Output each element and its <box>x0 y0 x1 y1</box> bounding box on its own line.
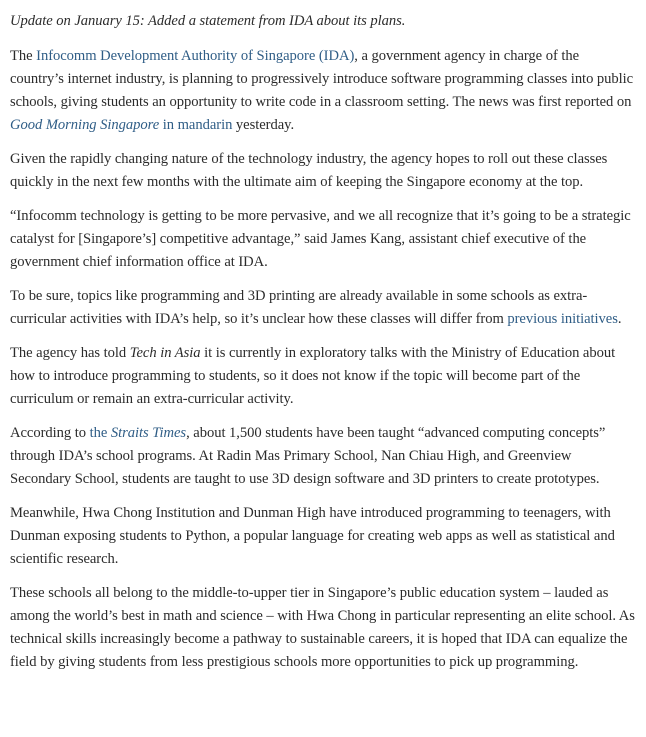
paragraph-rollout <box>10 148 636 194</box>
p1-text-mid: , a government agency in charge of the country’s internet industry, is planning to progressively introduce software programming classes into public schools, giving students an opportunity to write code in a classroom setting. The news was first reported on <box>10 48 634 110</box>
p7-text: Meanwhile, Hwa Chong Institution and Dunman High have introduced programming to teenagers, with Dunman exposing students to Python, a popular language for creating web apps as well as statistical and scientific research. <box>10 505 615 567</box>
p5-text-post: it is currently in exploratory talks with the Ministry of Education about how to introduce programming to students, so it does not know if the topic will become part of the curriculum or remain an extra-curricular activity. <box>10 345 616 407</box>
p6-text-post: , about 1,500 students have been taught “advanced computing concepts” through IDA’s school programs. At Radin Mas Primary School, Nan Chiau High, and Greenview Secondary School, students are taught to use 3D design software and 3D printers to create prototypes. <box>10 425 606 487</box>
p8-text: These schools all belong to the middle-to-upper tier in Singapore’s public education system – lauded as among the world’s best in math and science – with Hwa Chong in particular representing an elite school. As technical skills increasingly become a pathway to sustainable careers, it is hoped that IDA can equalize the field by giving students from less prestigious schools more opportunities to pick up programming. <box>10 585 635 670</box>
p1-text-post: yesterday. <box>232 117 295 133</box>
p4-text-pre: To be sure, topics like programming and 3D printing are already available in some schools as extra-curricular activities with IDA’s help, so it’s unclear how these classes will differ from <box>10 288 588 327</box>
paragraph-straits-times <box>10 422 636 491</box>
paragraph-hwa-chong-dunman <box>10 502 636 571</box>
tech-in-asia-title: Tech in Asia <box>129 345 201 361</box>
good-morning-singapore-link[interactable] <box>10 117 232 133</box>
p2-text: Given the rapidly changing nature of the technology industry, the agency hopes to roll out these classes quickly in the next few months with the ultimate aim of keeping the Singapore economy at the top. <box>10 151 608 190</box>
p4-text-post: . <box>617 311 622 327</box>
paragraph-exploratory-talks <box>10 342 636 411</box>
p3-text: “Infocomm technology is getting to be more pervasive, and we all recognize that it’s going to be a strategic catalyst for [Singapore’s] competitive advantage,” said James Kang, assistant chief executive of the government chief information office at IDA. <box>10 208 631 270</box>
update-note <box>10 10 636 33</box>
paragraph-quote <box>10 205 636 274</box>
paragraph-ida-announcement <box>10 45 636 137</box>
previous-initiatives-link[interactable]: previous initiatives <box>507 311 618 327</box>
straits-times-link[interactable] <box>90 425 186 441</box>
paragraph-existing-programs <box>10 285 636 331</box>
good-morning-singapore-title: Good Morning Singapore <box>10 117 160 133</box>
p1-text-pre: The <box>10 48 37 64</box>
paragraph-school-tiers <box>10 582 636 674</box>
p6-text-pre: According to <box>10 425 90 441</box>
mandarin-link-text: in mandarin <box>159 117 233 133</box>
update-note-text: Update on January 15: Added a statement from IDA about its plans. <box>10 13 406 29</box>
straits-times-link-the: the <box>89 425 111 441</box>
straits-times-title: Straits Times <box>110 425 187 441</box>
ida-link[interactable]: Infocomm Development Authority of Singapore (IDA) <box>36 48 355 64</box>
p5-text-pre: The agency has told <box>10 345 130 361</box>
